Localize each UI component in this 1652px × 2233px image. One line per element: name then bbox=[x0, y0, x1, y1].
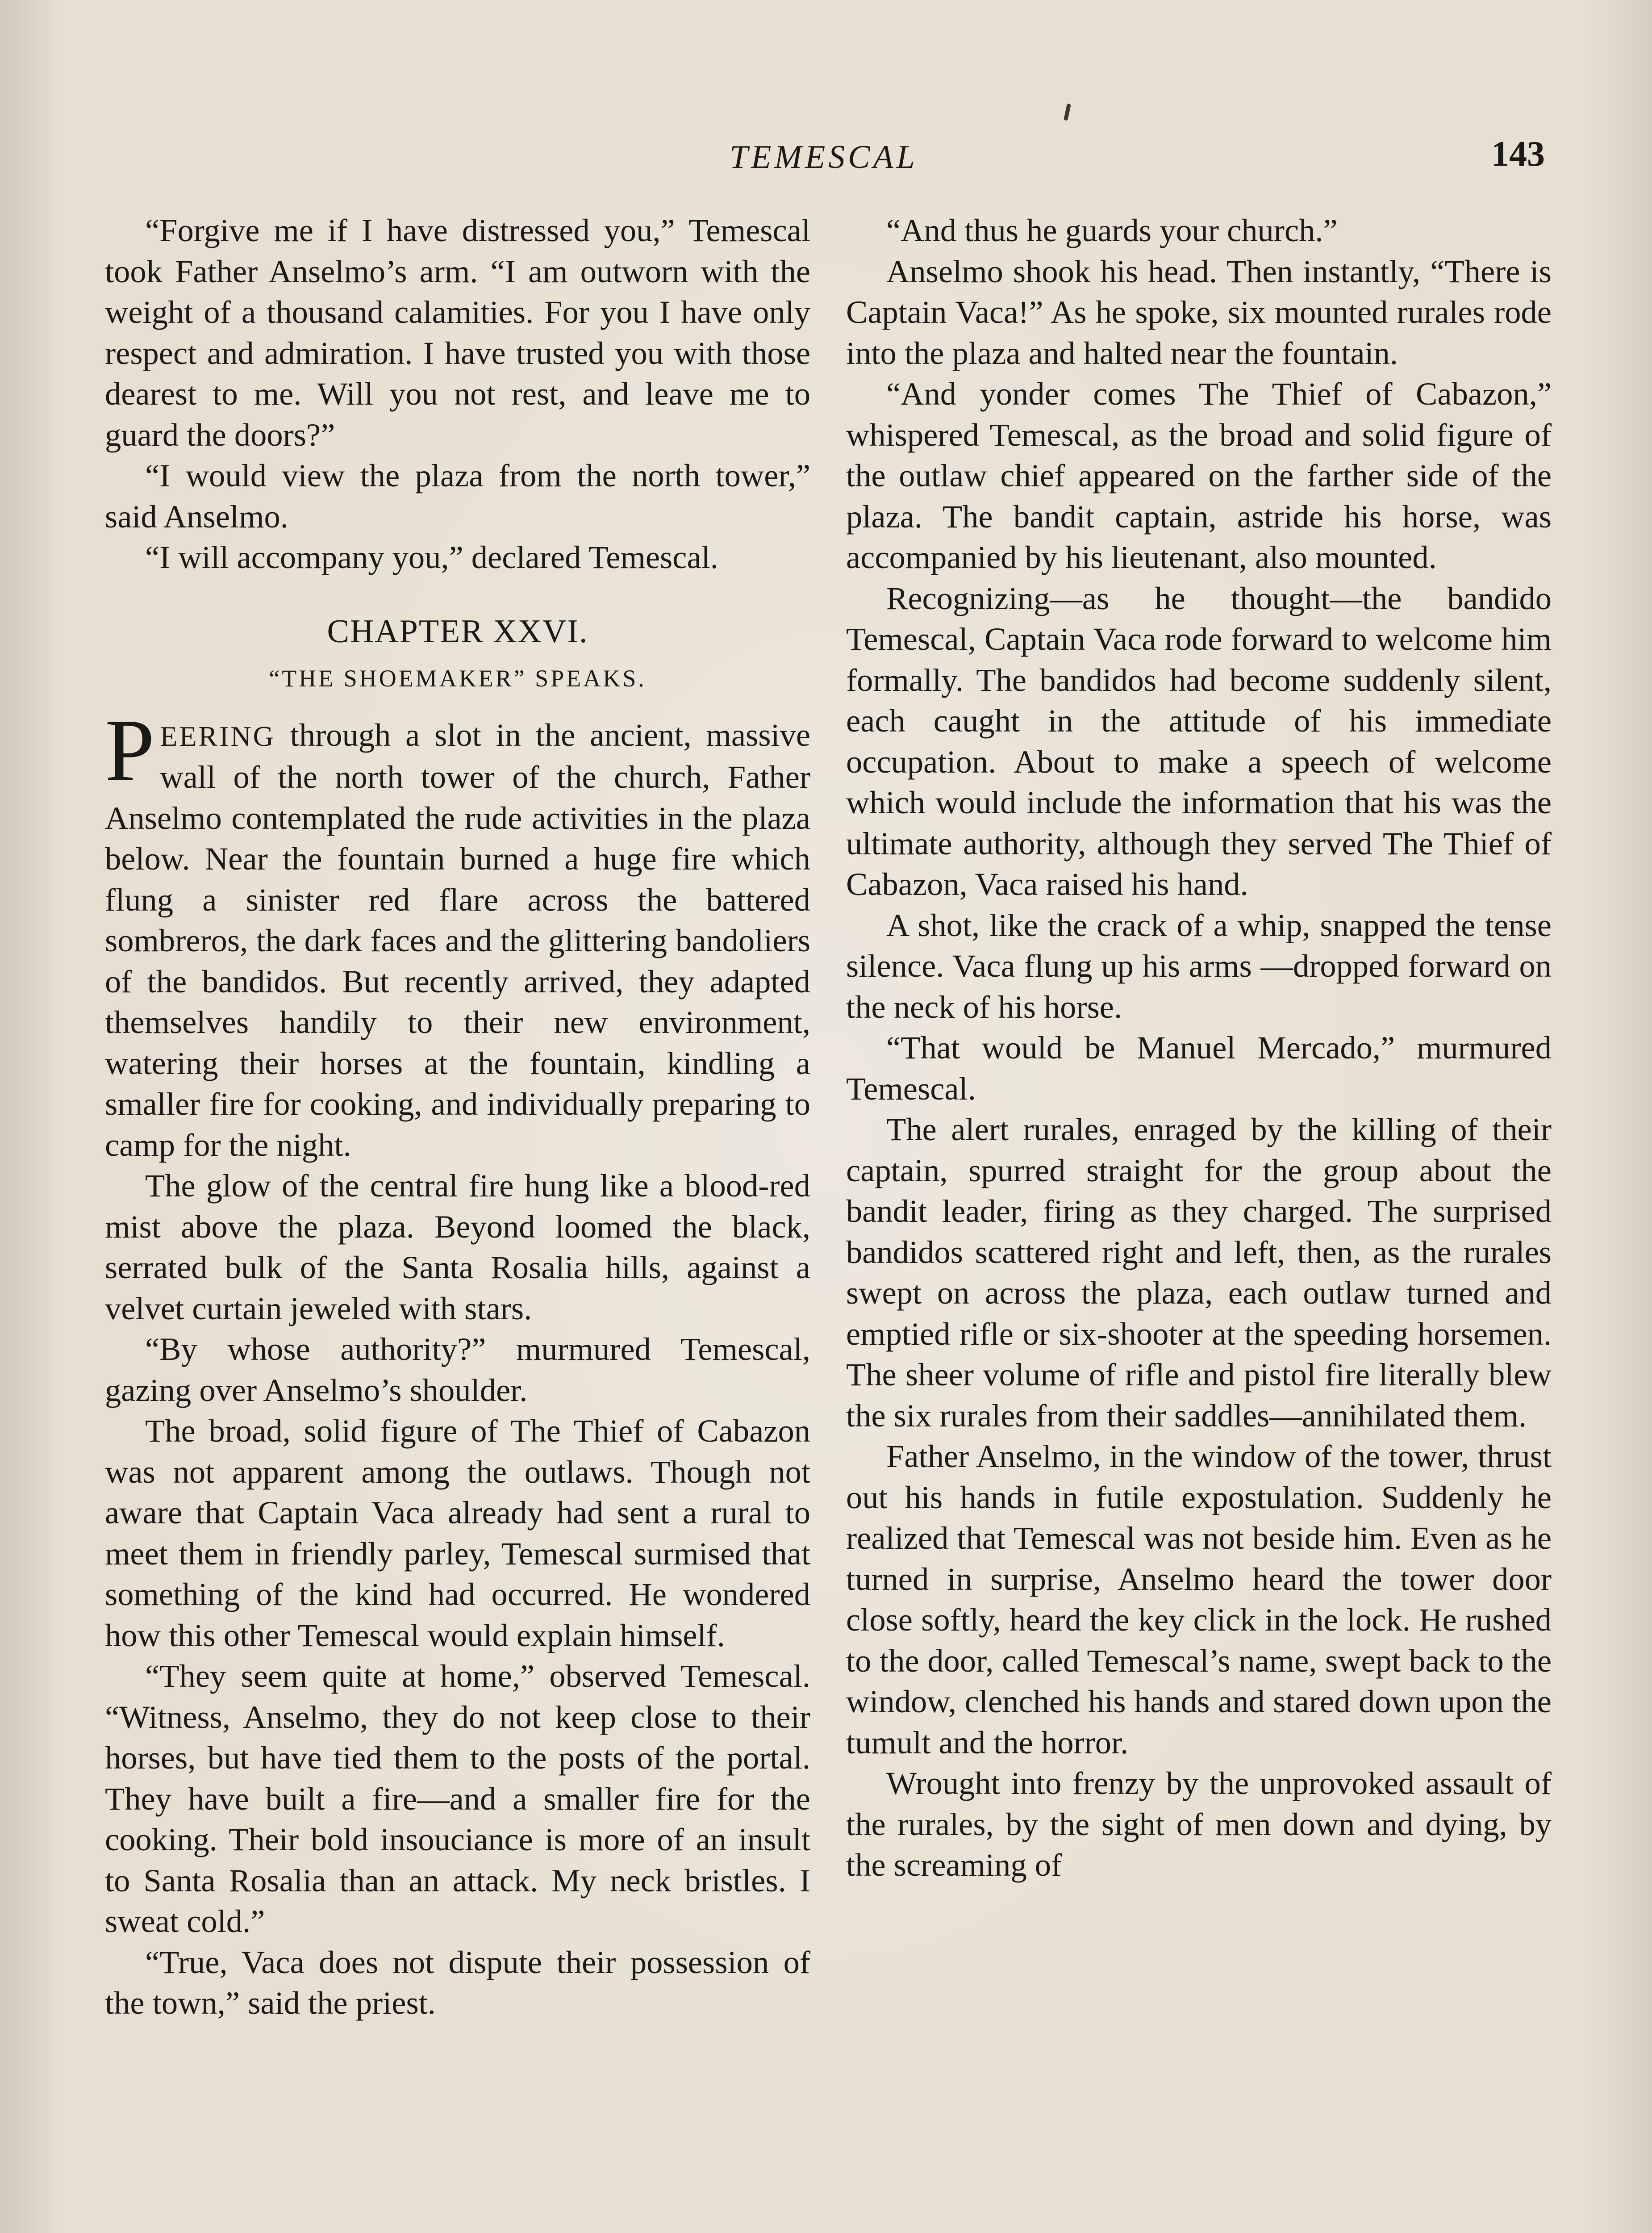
opening-paragraph-text: through a slot in the ancient, massive wall of the north tower of the church, Father Anselmo contemplated the rude activities in the plaza below. Near the fountain burned a huge fire which flung a sinister red flare across the battered sombreros, the dark faces and the glittering bandoliers of the bandidos. But recently arrived, they adapted themselves handily to their new environment, watering their horses at the fountain, kindling a smaller fire for cooking, and individually preparing to camp for the night. bbox=[105, 716, 810, 1163]
page-number: 143 bbox=[1491, 134, 1545, 174]
paragraph: “Forgive me if I have distressed you,” Temescal took Father Anselmo’s arm. “I am outworn with the weight of a thousand calamities. For you I have only respect and admiration. I have trusted you with those dearest to me. Will you not rest, and leave me to guard the doors?” bbox=[105, 212, 810, 453]
chapter-opening-paragraph bbox=[105, 701, 810, 1166]
opening-words: EERING bbox=[160, 720, 275, 752]
paragraph: “By whose authority?” murmured Temescal, gazing over Anselmo’s shoulder. bbox=[105, 1331, 810, 1408]
right-column bbox=[846, 210, 1552, 1886]
paragraph: Recognizing—as he thought—the bandido Temescal, Captain Vaca rode forward to welcome him formally. The bandidos had become suddenly silent, each caught in the attitude of his immediate occupation. About to make a speech of welcome which would include the information that his was the ultimate authority, although they served The Thief of Cabazon, Vaca raised his hand. bbox=[846, 580, 1552, 902]
left-column bbox=[105, 210, 810, 2024]
drop-cap: P bbox=[105, 701, 155, 800]
paragraph: The broad, solid figure of The Thief of Cabazon was not apparent among the outlaws. Though not aware that Captain Vaca already had sent a rural to meet them in friendly parley, Temescal surmised that something of the kind had occurred. He wondered how this other Temescal would explain himself. bbox=[105, 1413, 810, 1653]
paragraph: Anselmo shook his head. Then instantly, “There is Captain Vaca!” As he spoke, six mounted rurales rode into the plaza and halted near the fountain. bbox=[846, 253, 1552, 371]
paragraph: The glow of the central fire hung like a blood-red mist above the plaza. Beyond loomed the black, serrated bulk of the Santa Rosalia hills, against a velvet curtain jeweled with stars. bbox=[105, 1167, 810, 1326]
paragraph: A shot, like the crack of a whip, snapped the tense silence. Vaca flung up his arms —dropped forward on the neck of his horse. bbox=[846, 907, 1552, 1025]
paragraph: “And yonder comes The Thief of Cabazon,” whispered Temescal, as the broad and solid figure of the outlaw chief appeared on the farther side of the plaza. The bandit captain, astride his horse, was accompanied by his lieutenant, also mounted. bbox=[846, 376, 1552, 575]
running-head: TEMESCAL bbox=[730, 139, 918, 176]
paragraph: “I will accompany you,” declared Temescal. bbox=[145, 539, 718, 575]
chapter-title: CHAPTER XXVI. bbox=[327, 613, 588, 650]
paragraph: “And thus he guards your church.” bbox=[886, 212, 1338, 248]
paragraph: “True, Vaca does not dispute their possession of the town,” said the priest. bbox=[105, 1944, 810, 2021]
paragraph: The alert rurales, enraged by the killing of their captain, spurred straight for the group about the bandit leader, firing as they charged. The surprised bandidos scattered right and left, then, as the rurales swept on across the plaza, each outlaw turned and emptied rifle or six-shooter at the speeding horsemen. The sheer volume of rifle and pistol fire literally blew the six rurales from their saddles—annihilated them. bbox=[846, 1111, 1552, 1434]
page-header bbox=[103, 130, 1545, 188]
paragraph: Wrought into frenzy by the unprovoked assault of the rurales, by the sight of men down and dying, by the screaming of bbox=[846, 1765, 1552, 1883]
paragraph: “They seem quite at home,” observed Temescal. “Witness, Anselmo, they do not keep close to their horses, but have tied them to the posts of the portal. They have built a fire—and a smaller fire for the cooking. Their bold insouciance is more of an insult to Santa Rosalia than an attack. My neck bristles. I sweat cold.” bbox=[105, 1658, 810, 1939]
chapter-subtitle: “THE SHOEMAKER” SPEAKS. bbox=[269, 665, 647, 692]
paragraph: “I would view the plaza from the north tower,” said Anselmo. bbox=[105, 457, 810, 535]
paragraph: “That would be Manuel Mercado,” murmured Temescal. bbox=[846, 1029, 1552, 1107]
paragraph: Father Anselmo, in the window of the tower, thrust out his hands in futile expostulation. Suddenly he realized that Temescal was not beside him. Even as he turned in surprise, Anselmo heard the tower door close softly, heard the key click in the lock. He rushed to the door, called Temescal’s name, swept back to the window, clenched his hands and stared down upon the tumult and the horror. bbox=[846, 1438, 1552, 1760]
